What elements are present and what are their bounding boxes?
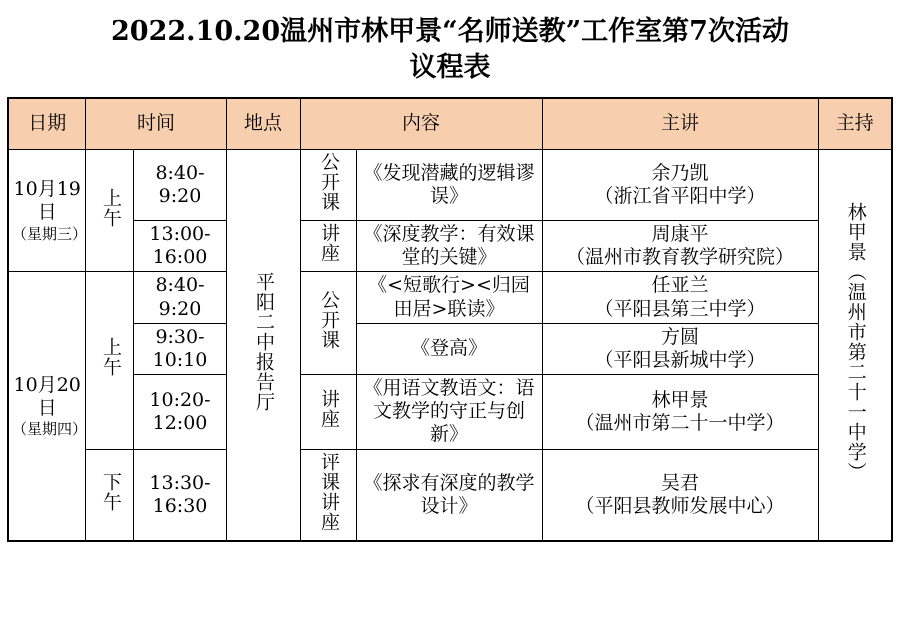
cell-content-d2r2: 《登高》 xyxy=(356,323,542,374)
type-label-d2r1: 公开课 xyxy=(317,290,340,351)
table-row xyxy=(8,272,892,323)
speaker-name-d2r4: 吴君 xyxy=(661,471,700,494)
cell-time-d2r4: 13:30- 16:30 xyxy=(134,449,226,541)
type-label-d1r2: 讲座 xyxy=(317,223,340,264)
ampm-label-day2-afternoon: 下午 xyxy=(99,471,122,512)
table-row xyxy=(8,323,892,374)
cell-ampm-day2-morning xyxy=(86,272,134,449)
table-row xyxy=(8,449,892,541)
venue-label: 平阳二中报告厅 xyxy=(252,271,275,412)
header-content: 内容 xyxy=(300,98,542,150)
cell-speaker-d2r3 xyxy=(542,375,818,450)
cell-content-d2r3: 《用语文教语文：语文教学的守正与创新》 xyxy=(356,375,542,450)
speaker-org-d1r2: （温州市教育教学研究院） xyxy=(566,246,795,269)
cell-time-d2r3: 10:20- 12:00 xyxy=(134,375,226,450)
ampm-label-day1: 上午 xyxy=(99,187,122,228)
speaker-org-d2r4: （平阳县教师发展中心） xyxy=(575,494,785,517)
cell-time-d1r1: 8:40- 9:20 xyxy=(134,149,226,220)
speaker-org-d1r1: （浙江省平阳中学） xyxy=(594,184,766,207)
cell-content-d1r1: 《发现潜藏的逻辑谬误》 xyxy=(356,149,542,220)
speaker-org-d2r3: （温州市第二十一中学） xyxy=(575,411,785,434)
cell-speaker-d1r1 xyxy=(542,149,818,220)
header-venue: 地点 xyxy=(226,98,300,150)
speaker-name-d1r2: 周康平 xyxy=(651,223,709,246)
cell-content-d2r1: 《<短歌行><归园田居>联读》 xyxy=(356,272,542,323)
page-title xyxy=(0,0,900,97)
cell-type-d2r1 xyxy=(300,272,356,375)
host-label: 林甲景（温州市第二十一中学） xyxy=(844,201,867,482)
date-main-day1: 10月19日 xyxy=(13,178,81,224)
title-line-1: 2022.10.20温州市林甲景“名师送教”工作室第7次活动 xyxy=(111,16,789,47)
cell-speaker-d2r1 xyxy=(542,272,818,323)
type-label-d1r1: 公开课 xyxy=(317,151,340,212)
header-time: 时间 xyxy=(86,98,226,150)
cell-type-d2r3 xyxy=(300,375,356,450)
cell-content-d2r4: 《探求有深度的教学设计》 xyxy=(356,449,542,541)
type-label-d2r4: 评课讲座 xyxy=(317,451,340,532)
speaker-name-d1r1: 余乃凯 xyxy=(651,161,709,184)
speaker-name-d2r2: 方圆 xyxy=(661,325,700,348)
cell-host xyxy=(818,149,892,540)
table-row xyxy=(8,149,892,220)
date-sub-day2: （星期四） xyxy=(11,420,87,439)
date-main-day2: 10月20日 xyxy=(13,373,81,419)
speaker-name-d2r3: 林甲景 xyxy=(651,388,709,411)
type-label-d2r3: 讲座 xyxy=(317,388,340,429)
cell-speaker-d1r2 xyxy=(542,221,818,272)
cell-time-d1r2: 13:00- 16:00 xyxy=(134,221,226,272)
cell-time-d2r1: 8:40- 9:20 xyxy=(134,272,226,323)
agenda-table xyxy=(7,97,893,542)
speaker-name-d2r1: 任亚兰 xyxy=(651,274,709,297)
cell-speaker-d2r2 xyxy=(542,323,818,374)
cell-date-day2 xyxy=(8,272,86,541)
cell-ampm-day2-afternoon xyxy=(86,449,134,541)
speaker-org-d2r1: （平阳县第三中学） xyxy=(594,297,766,320)
cell-ampm-day1 xyxy=(86,149,134,272)
cell-date-day1 xyxy=(8,149,86,272)
cell-type-d1r2 xyxy=(300,221,356,272)
cell-type-d1r1 xyxy=(300,149,356,220)
header-speaker: 主讲 xyxy=(542,98,818,150)
table-row xyxy=(8,221,892,272)
cell-time-d2r2: 9:30- 10:10 xyxy=(134,323,226,374)
table-row xyxy=(8,375,892,450)
cell-venue xyxy=(226,149,300,540)
date-sub-day1: （星期三） xyxy=(11,224,87,243)
title-line-2: 议程表 xyxy=(409,52,491,84)
ampm-label-day2-morning: 上午 xyxy=(99,337,122,378)
speaker-org-d2r2: （平阳县新城中学） xyxy=(594,348,766,371)
cell-content-d1r2: 《深度教学：有效课堂的关键》 xyxy=(356,221,542,272)
header-date: 日期 xyxy=(8,98,86,150)
cell-type-d2r4 xyxy=(300,449,356,541)
cell-speaker-d2r4 xyxy=(542,449,818,541)
table-header-row xyxy=(8,98,892,150)
header-host: 主持 xyxy=(818,98,892,150)
